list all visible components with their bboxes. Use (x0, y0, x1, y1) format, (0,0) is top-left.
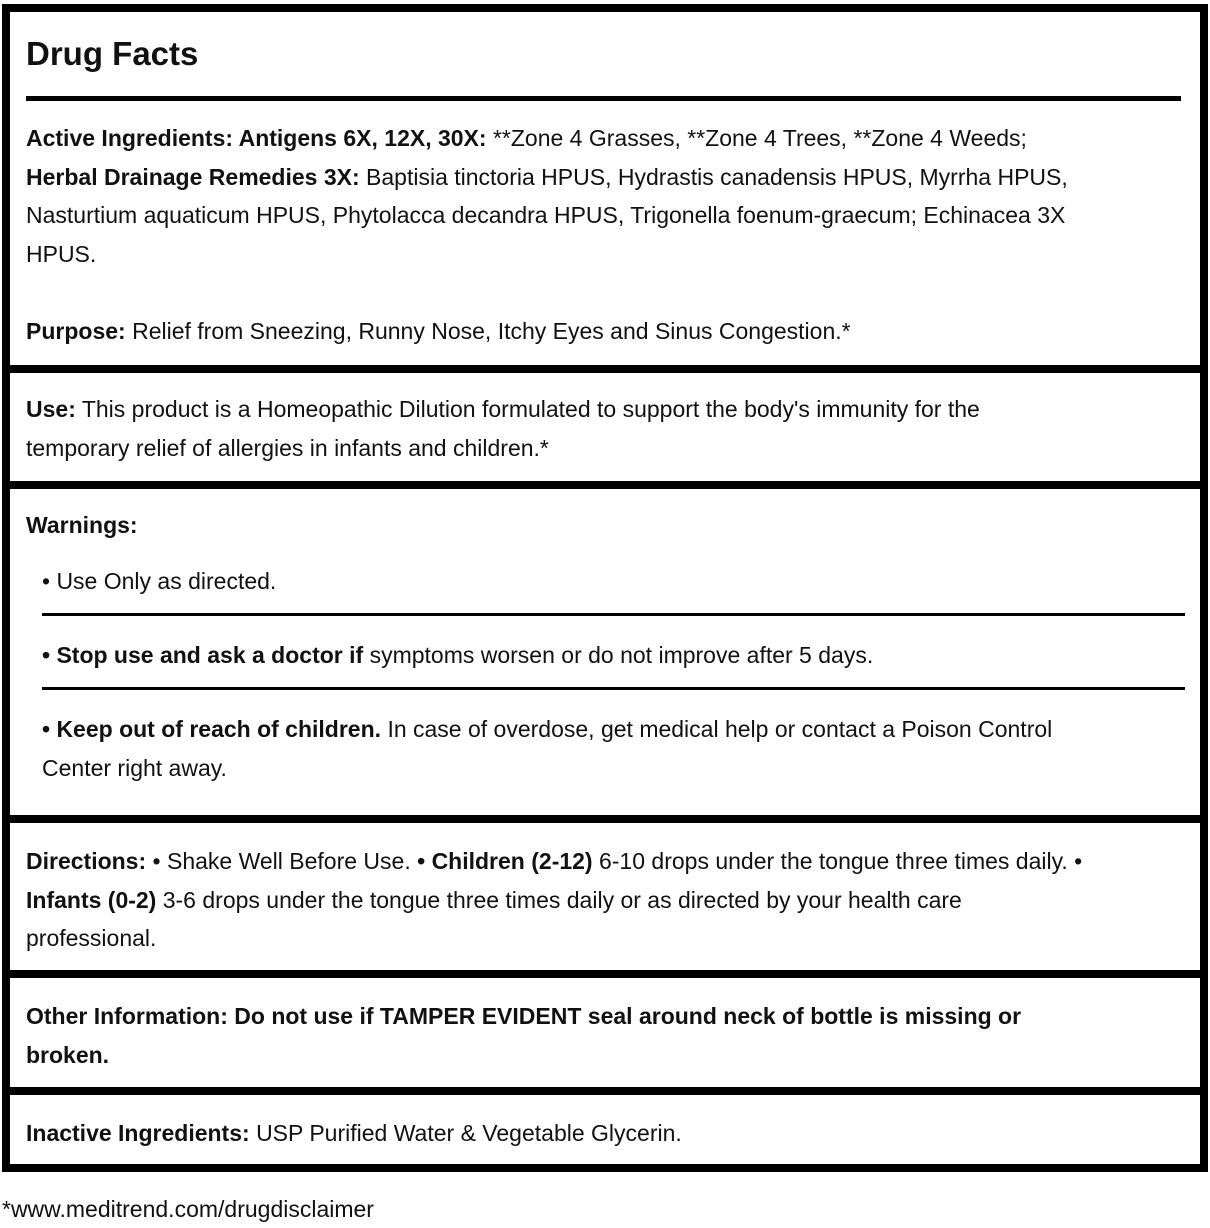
use-line2: temporary relief of allergies in infants and children.* (26, 434, 549, 461)
herbal-line2: Nasturtium aquaticum HPUS, Phytolacca decandra HPUS, Trigonella foenum-graecum; Echinacea 3X (26, 202, 1066, 228)
purpose-text: Relief from Sneezing, Runny Nose, Itchy Eyes and Sinus Congestion.* (132, 318, 851, 344)
directions-line1 (26, 842, 1200, 881)
disclaimer-link[interactable]: *www.meditrend.com/drugdisclaimer (2, 1196, 374, 1222)
directions-section (10, 842, 1200, 958)
warning-item-2 (10, 636, 1200, 675)
directions-children-text: 6-10 drops under the tongue three times daily. • (598, 848, 1083, 874)
warning-use-only: • Use Only as directed. (42, 568, 277, 594)
drug-facts-title: Drug Facts (26, 35, 199, 72)
other-info-text-1: Other Information: Do not use if TAMPER EVIDENT seal around neck of bottle is missing or (26, 1003, 1022, 1029)
warnings-section (10, 506, 1200, 545)
directions-children-label: • Children (2-12) (417, 848, 593, 874)
warning-divider (42, 613, 1185, 616)
section-divider (10, 970, 1200, 978)
section-divider (10, 365, 1200, 373)
drug-facts-panel (2, 4, 1208, 1172)
use-label: Use: (26, 396, 76, 422)
active-ingredients-section (10, 119, 1200, 273)
antigens-text: **Zone 4 Grasses, **Zone 4 Trees, **Zone 4 Weeds; (492, 125, 1027, 151)
keep-out-label: • Keep out of reach of children. (42, 716, 382, 742)
herbal-line3: HPUS. (26, 240, 97, 267)
inactive-ingredients-text: USP Purified Water & Vegetable Glycerin. (256, 1120, 682, 1146)
warning-item-3 (10, 710, 1200, 787)
directions-infants-label: Infants (0-2) (26, 886, 157, 913)
use-section (10, 390, 1200, 467)
warning-keep-out-line1 (42, 710, 1200, 749)
other-info-text-2: broken. (26, 1041, 110, 1068)
warning-divider (42, 687, 1185, 690)
title-rule (26, 96, 1181, 101)
stop-use-label: • Stop use and ask a doctor if (42, 642, 364, 668)
section-divider (10, 481, 1200, 489)
inactive-ingredients-label: Inactive Ingredients: (26, 1120, 250, 1146)
purpose-section (10, 312, 1200, 351)
other-info-line2 (26, 1036, 1200, 1075)
active-ingredients-line1 (26, 119, 1200, 158)
warnings-label (26, 506, 1200, 545)
inactive-ingredients-line (26, 1114, 1200, 1153)
warning-keep-out-line2: Center right away. (42, 754, 227, 781)
stop-use-text: symptoms worsen or do not improve after 5 days. (369, 642, 874, 668)
directions-infants-text: 3-6 drops under the tongue three times daily or as directed by your health care (162, 886, 962, 913)
section-divider (10, 815, 1200, 823)
directions-line2 (26, 881, 1200, 920)
use-line1 (26, 390, 1200, 429)
herbal-line1 (26, 158, 1200, 197)
herbal-label: Herbal Drainage Remedies 3X: (26, 163, 360, 190)
warning-item-1 (10, 562, 1200, 601)
directions-shake: • Shake Well Before Use. (152, 848, 411, 874)
purpose-label: Purpose: (26, 318, 126, 344)
section-divider (10, 1087, 1200, 1095)
directions-line3: professional. (26, 925, 157, 951)
herbal-text-1: Baptisia tinctoria HPUS, Hydrastis canadensis HPUS, Myrrha HPUS, (366, 163, 1068, 190)
keep-out-text-1: In case of overdose, get medical help or contact a Poison Control (387, 716, 1053, 742)
other-info-line1 (26, 997, 1200, 1036)
use-text-1: This product is a Homeopathic Dilution formulated to support the body's immunity for the (81, 396, 980, 422)
warnings-heading: Warnings: (26, 512, 138, 538)
purpose-line (26, 312, 1200, 351)
active-ingredients-label: Active Ingredients: Antigens 6X, 12X, 30X: (26, 125, 487, 151)
directions-label: Directions: (26, 848, 147, 874)
warning-stop-use (42, 636, 1200, 675)
inactive-ingredients-section (10, 1114, 1200, 1153)
other-information-section (10, 997, 1200, 1074)
